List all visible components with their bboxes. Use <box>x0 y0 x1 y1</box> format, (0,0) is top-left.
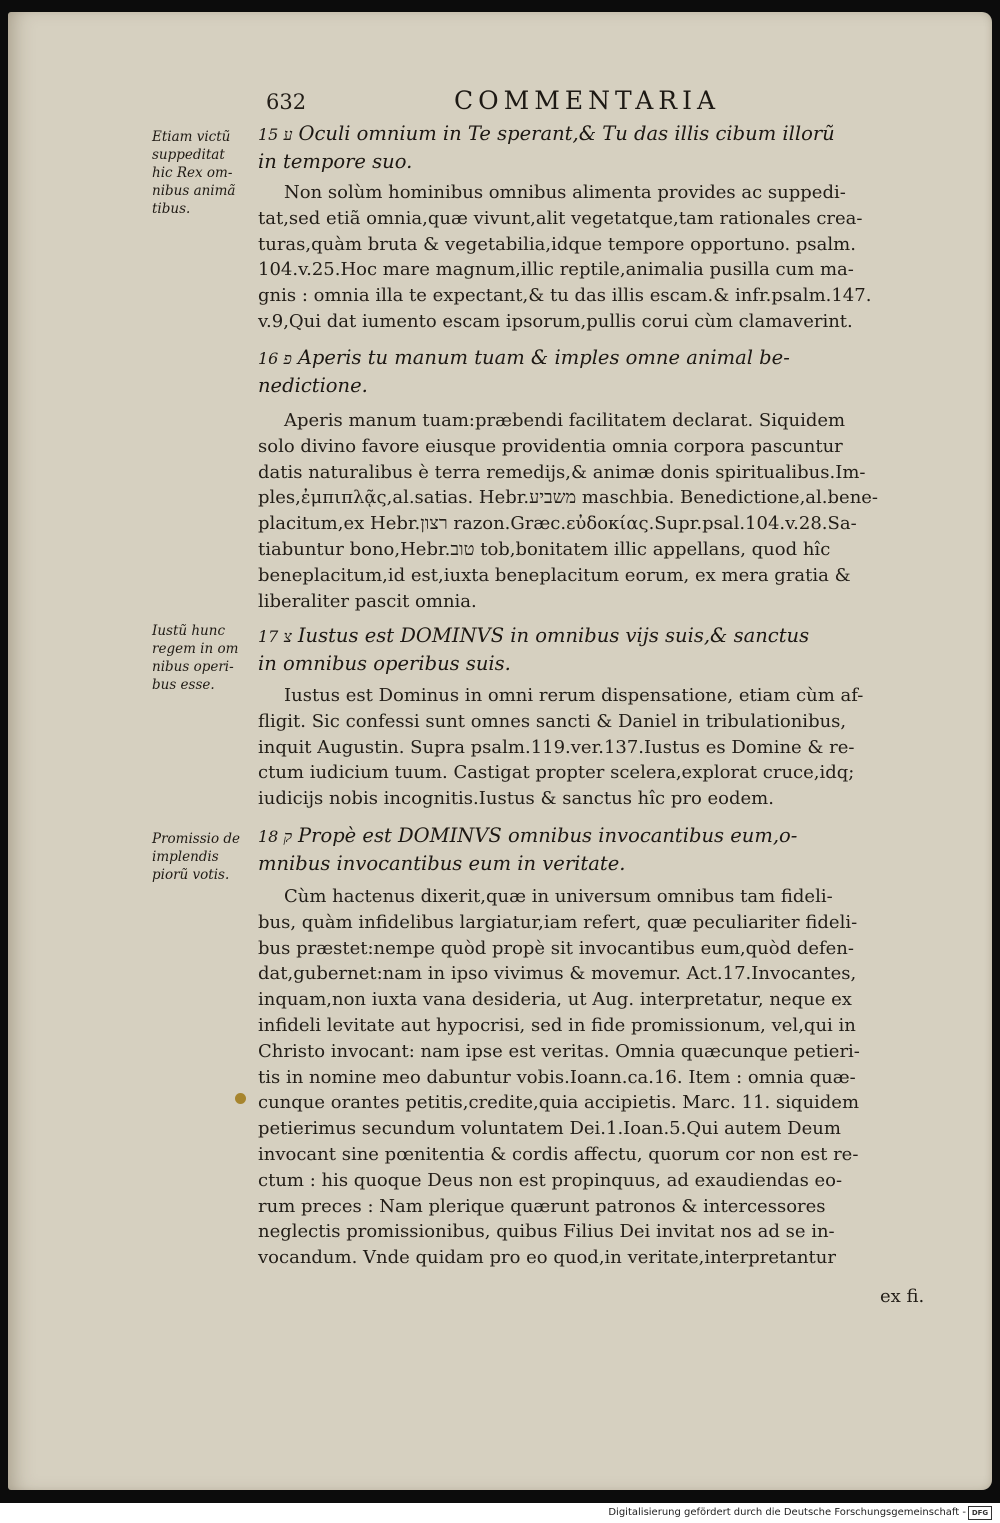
running-title: COMMENTARIA <box>454 86 721 115</box>
margin-note-line: regem in om <box>152 641 239 657</box>
text-line: tat,sed etiã omnia,quæ vivunt,alit vegetatque,tam rationales crea- <box>258 207 863 229</box>
text-line: turas,quàm bruta & vegetabilia,idque tempore opportuno. psalm. <box>258 233 856 255</box>
catchword: ex fi. <box>880 1286 925 1307</box>
verse-text: in tempore suo. <box>258 150 413 173</box>
text-line: Non solùm hominibus omnibus alimenta provides ac suppedi- <box>284 182 846 203</box>
verse-text: mnibus invocantibus eum in veritate. <box>258 852 626 875</box>
margin-note-line: implendis <box>152 849 219 865</box>
text-line: datis naturalibus è terra remedijs,& animæ donis spiritualibus.Im- <box>258 461 866 483</box>
text-line: ctum iudicium tuum. Castigat propter scelera,explorat cruce,idq; <box>258 762 855 784</box>
margin-note-line: tibus. <box>152 201 191 217</box>
funding-note: Digitalisierung gefördert durch die Deutsche Forschungsgemeinschaft - <box>608 1507 966 1518</box>
margin-note-line: piorũ votis. <box>152 867 230 883</box>
verse-16 <box>258 344 948 400</box>
text-line: vocandum. Vnde quidam pro eo quod,in veritate,interpretantur <box>258 1247 836 1269</box>
commentary-15 <box>258 180 948 335</box>
text-line: inquam,non iuxta vana desideria, ut Aug. interpretatur, neque ex <box>258 989 852 1011</box>
text-line: Christo invocant: nam ipse est veritas. Omnia quæcunque petieri- <box>258 1040 860 1062</box>
margin-note-line: hic Rex om- <box>152 165 233 181</box>
text-line: fligit. Sic confessi sunt omnes sancti & Daniel in tribulationibus, <box>258 710 847 732</box>
text-line: bus præstet:nempe quòd propè sit invocantibus eum,quòd defen- <box>258 937 854 959</box>
text-line: infideli levitate aut hypocrisi, sed in fide promissionum, vel,qui in <box>258 1014 856 1036</box>
commentary-16 <box>258 408 948 614</box>
verse-number: 18 ק <box>258 827 293 846</box>
text-line: cunque orantes petitis,credite,quia accipietis. Marc. 11. siquidem <box>258 1092 860 1114</box>
margin-note-line: Etiam victũ <box>152 129 231 145</box>
text-line: inquit Augustin. Supra psalm.119.ver.137.Iustus es Domine & re- <box>258 736 855 758</box>
text-line: beneplacitum,id est,iuxta beneplacitum eorum, ex mera gratia & <box>258 564 851 586</box>
verse-text: Iustus est DOMINVS in omnibus vijs suis,& sanctus <box>297 624 810 647</box>
margin-note-line: nibus operi- <box>152 659 234 675</box>
text-line: invocant sine pœnitentia & cordis affectu, quorum cor non est re- <box>258 1143 859 1165</box>
text-line: neglectis promissionibus, quibus Filius Dei invitat nos ad se in- <box>258 1221 835 1243</box>
text-line: liberaliter pascit omnia. <box>258 590 477 612</box>
verse-18 <box>258 822 948 878</box>
text-line: Iustus est Dominus in omni rerum dispensatione, etiam cùm af- <box>284 685 864 706</box>
ink-dot-mark <box>235 1093 246 1104</box>
verse-17 <box>258 622 948 678</box>
commentary-18 <box>258 884 948 1271</box>
margin-note-1 <box>152 128 260 218</box>
text-line: bus, quàm infidelibus largiatur,iam refert, quæ peculiariter fideli- <box>258 911 858 933</box>
commentary-17 <box>258 683 948 812</box>
verse-number: ע 15 <box>258 125 293 144</box>
verse-number: צ 17 <box>258 627 292 646</box>
margin-note-line: Promissio de <box>152 831 241 847</box>
page-number: 632 <box>266 90 307 114</box>
text-line: placitum,ex Hebr.רצון razon.Græc.εὐδοκίας.Supr.psal.104.v.28.Sa- <box>258 513 857 535</box>
verse-15 <box>258 120 948 176</box>
text-line: ctum : his quoque Deus non est propinquus, ad exaudiendas eo- <box>258 1169 843 1191</box>
margin-note-3 <box>152 830 260 884</box>
text-line: iudicijs nobis incognitis.Iustus & sanctus hîc pro eodem. <box>258 788 774 810</box>
text-line: gnis : omnia illa te expectant,& tu das illis escam.& infr.psalm.147. <box>258 285 872 307</box>
verse-text: in omnibus operibus suis. <box>258 652 511 675</box>
verse-text: Propè est DOMINVS omnibus invocantibus eum,o- <box>298 824 798 847</box>
margin-note-line: nibus animã <box>152 183 236 199</box>
margin-note-line: suppeditat <box>152 147 225 163</box>
verse-number: פ 16 <box>258 349 292 368</box>
text-line: ples,ἐμπιπλᾷς,al.satias. Hebr.משביע maschbia. Benedictione,al.bene- <box>258 487 879 509</box>
text-line: solo divino favore eiusque providentia omnia corpora pascuntur <box>258 435 843 457</box>
text-line: tis in nomine meo dabuntur vobis.Ioann.ca.16. Item : omnia quæ- <box>258 1066 856 1088</box>
verse-text: nedictione. <box>258 374 368 397</box>
text-line: petierimus secundum voluntatem Dei.1.Ioan.5.Qui autem Deum <box>258 1118 841 1140</box>
text-line: Aperis manum tuam:præbendi facilitatem declarat. Siquidem <box>284 410 846 431</box>
margin-note-line: bus esse. <box>152 677 215 693</box>
margin-note-2 <box>152 622 260 694</box>
margin-note-line: Iustũ hunc <box>152 623 226 639</box>
verse-text: Aperis tu manum tuam & imples omne animal be- <box>297 346 790 369</box>
text-line: 104.v.25.Hoc mare magnum,illic reptile,animalia pusilla cum ma- <box>258 259 854 281</box>
dfg-logo: DFG <box>968 1506 992 1520</box>
text-line: dat,gubernet:nam in ipso vivimus & movemur. Act.17.Invocantes, <box>258 963 857 985</box>
text-line: v.9,Qui dat iumento escam ipsorum,pullis corui cùm clamaverint. <box>258 310 853 332</box>
text-line: Cùm hactenus dixerit,quæ in universum omnibus tam fideli- <box>284 886 833 907</box>
text-line: rum preces : Nam plerique quærunt patronos & intercessores <box>258 1195 826 1217</box>
verse-text: Oculi omnium in Te sperant,& Tu das illis cibum illorũ <box>298 122 835 145</box>
text-line: tiabuntur bono,Hebr.טוב tob,bonitatem illic appellans, quod hîc <box>258 538 831 560</box>
